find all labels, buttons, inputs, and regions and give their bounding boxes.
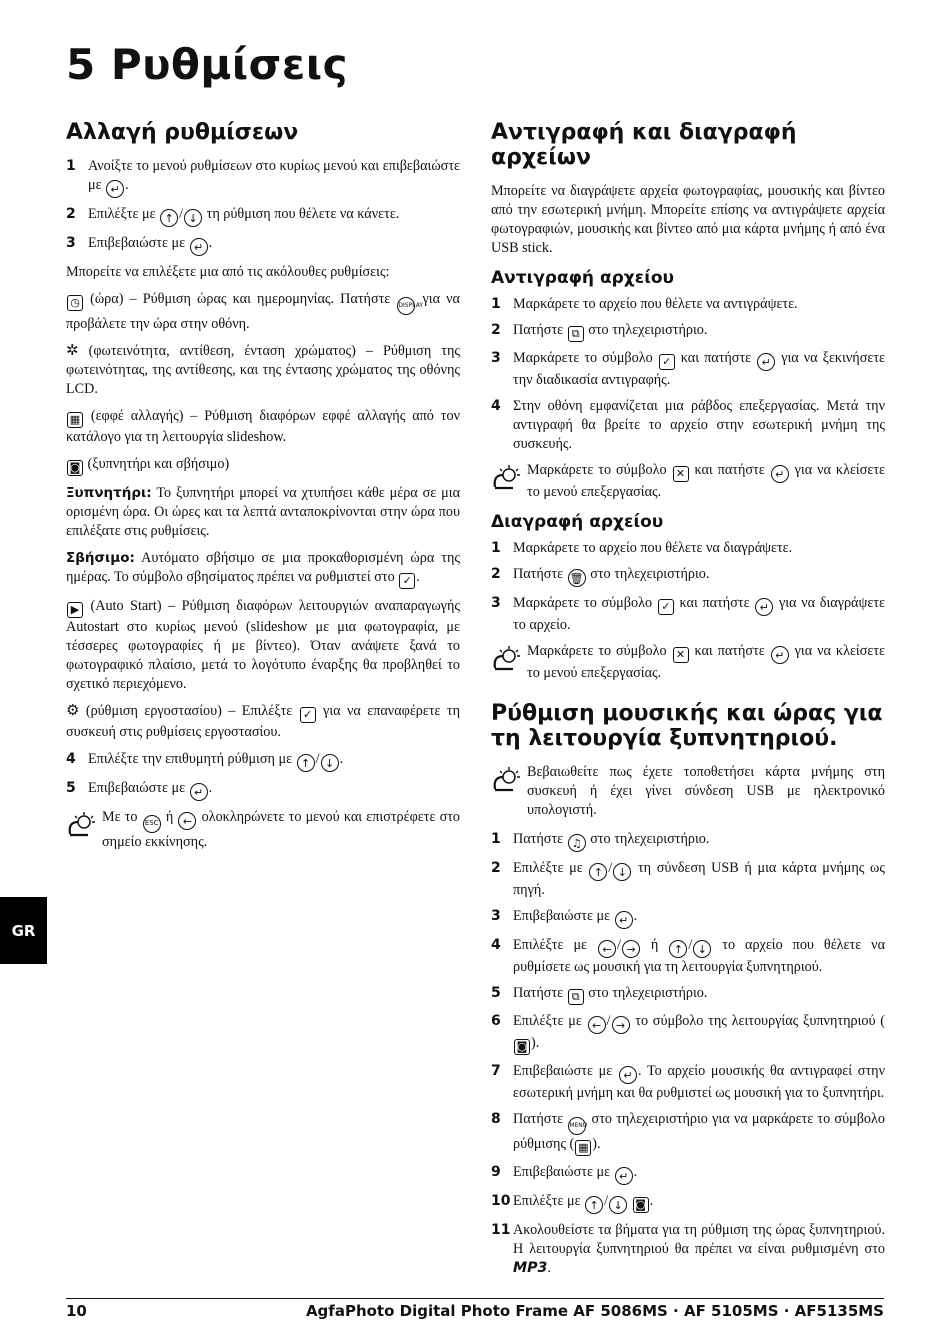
esc-button-icon: ESC (143, 815, 161, 833)
step-number: 2 (66, 206, 76, 222)
arrow-right-icon: → (612, 1016, 630, 1034)
off-label: Σβήσιμο: (66, 550, 135, 566)
step-item (66, 234, 460, 256)
step-item: 2 Επιλέξτε με ↑ / ↓ τη σύνδεση USB ή μια κάρτα μνήμης ως πηγή. (491, 860, 886, 898)
enter-button-icon: ↵ (771, 465, 789, 483)
option-factory-reset: ⚙ (ρύθμιση εργοστασίου) – Επιλέξτε ✓ για να επαναφέρετε τη συσκευή στις ρυθμίσεις εργοστασίου. (66, 703, 461, 740)
checkmark-icon: ✓ (300, 707, 316, 723)
step-item: 4 Επιλέξτε με ← / → ή ↑ / ↓ το αρχείο που θέλετε να ρυθμίσετε ως μουσική για τη λειτουργία ξυπνητηριού. (491, 937, 885, 975)
step-number: 5 (66, 780, 76, 796)
tip-block: Μαρκάρετε το σύμβολο ✕ και πατήστε ↵ για να κλείσετε το μενού επεξεργασίας. (491, 642, 885, 683)
arrow-left-icon: ← (598, 940, 616, 958)
step-item: 3 Μαρκάρετε το σύμβολο ✓ και πατήστε ↵ για να ξεκινήσετε την διαδικασία αντιγραφής. (491, 350, 885, 388)
option-alarm: ◙ (ξυπνητήρι και σβήσιμο) (66, 455, 460, 476)
step-item: 7 Επιβεβαιώστε με ↵ . Το αρχείο μουσικής θα αντιγραφεί στην εσωτερική μνήμη και θα ρυθμιστεί ως μουσική για το ξυπνητήρι. (491, 1063, 885, 1101)
arrow-up-icon: ↑ (585, 1196, 603, 1214)
step-item: 9 Επιβεβαιώστε με ↵ . (491, 1164, 638, 1183)
options-intro: Μπορείτε να επιλέξετε μια από τις ακόλουθες ρυθμίσεις: (66, 264, 390, 280)
mp3-label: MP3 (513, 1260, 548, 1276)
step-item: 2 Πατήστε 🗑 στο τηλεχειριστήριο. (491, 566, 710, 585)
step-text: Ανοίξτε το μενού ρυθμίσεων στο κυρίως μενού και επιβεβαιώστε με (88, 158, 460, 193)
step-number: 1 (66, 158, 76, 174)
right-column (491, 120, 885, 1285)
enter-button-icon: ↵ (771, 646, 789, 664)
step-item: 4 Στην οθόνη εμφανίζεται μια ράβδος επεξεργασίας. Μετά την αντιγραφή θα βρείτε το αρχείο στην εσωτερική μνήμη της συσκευής. (491, 398, 885, 452)
music-note-icon: ♫ (568, 834, 586, 852)
arrow-up-icon: ↑ (669, 940, 687, 958)
subsection-title-copy: Αντιγραφή αρχείου (491, 268, 675, 288)
page-number: 10 (66, 1302, 87, 1320)
arrow-down-icon: ↓ (321, 754, 339, 772)
step-item: 3 Επιβεβαιώστε με ↵ . (491, 908, 638, 927)
step-text: τη ρύθμιση που θέλετε να κάνετε. (203, 206, 400, 222)
step-item: 10 Επιλέξτε με ↑ / ↓ ◙ . (491, 1193, 654, 1212)
arrow-right-icon: → (622, 940, 640, 958)
tip-lightbulb-icon (491, 642, 527, 683)
enter-button-icon: ↵ (615, 911, 633, 929)
chapter-title: 5 Ρυθμίσεις (66, 40, 348, 89)
close-x-icon: ✕ (673, 647, 689, 663)
arrow-up-icon: ↑ (297, 754, 315, 772)
tip-block: Μαρκάρετε το σύμβολο ✕ και πατήστε ↵ για να κλείσετε το μενού επεξεργασίας. (491, 461, 885, 502)
option-brightness: ✲ (φωτεινότητα, αντίθεση, ένταση χρώματος) – Ρύθμιση της φωτεινότητας, της αντίθεσης, και της έντασης χρώματος της οθόνης LCD. (66, 343, 460, 397)
arrow-down-icon: ↓ (613, 863, 631, 881)
arrow-up-icon: ↑ (160, 209, 178, 227)
copy-delete-intro: Μπορείτε να διαγράψετε αρχεία φωτογραφίας, μουσικής και βίντεο από την εσωτερική μνήμη. Μπορείτε επίσης να αντιγράψετε αρχεία φωτογραφιών, μουσικής και βίντεο από μια κάρτα μνήμης ή από ένα USB stick. (491, 183, 885, 256)
step-number: 3 (66, 235, 76, 251)
left-column (66, 120, 460, 862)
copy-remote-icon: ⧉ (568, 326, 584, 342)
section-title-copy-delete: Αντιγραφή και διαγραφή αρχείων (491, 120, 797, 170)
option-transition-effect: ▦ (εφφέ αλλαγής) – Ρύθμιση διαφόρων εφφέ αλλαγής από τον κατάλογο για τη λειτουργία slideshow. (66, 408, 460, 445)
arrow-down-icon: ↓ (609, 1196, 627, 1214)
enter-button-icon: ↵ (190, 238, 208, 256)
option-time: ◷ (ώρα) – Ρύθμιση ώρας και ημερομηνίας. Πατήστε DISPLAY για να προβάλετε την ώρα στην οθόνη. (66, 291, 460, 332)
autostart-icon: ▶ (67, 602, 83, 618)
enter-button-icon: ↵ (619, 1066, 637, 1084)
factory-settings-icon: ⚙ (66, 703, 80, 719)
arrow-left-icon: ← (178, 812, 196, 830)
menu-button-icon: MENU (568, 1117, 586, 1135)
tip-lightbulb-icon (491, 461, 527, 502)
arrow-down-icon: ↓ (693, 940, 711, 958)
step-item: 4 Επιλέξτε την επιθυμητή ρύθμιση με ↑ / ↓ . (66, 751, 344, 770)
separator: / (179, 206, 184, 222)
step-item (66, 205, 460, 227)
step-text: Επιλέξτε με (88, 206, 160, 222)
step-item: 6 Επιλέξτε με ← / → το σύμβολο της λειτουργίας ξυπνητηριού (◙ ). (491, 1013, 886, 1053)
checkmark-icon: ✓ (399, 573, 415, 589)
display-button-icon: DISPLAY (397, 297, 415, 315)
step-item: 5 Πατήστε ⧉ στο τηλεχειριστήριο. (491, 985, 708, 1003)
close-x-icon: ✕ (673, 466, 689, 482)
alarm-description: Ξυπνητήρι: Το ξυπνητήρι μπορεί να χτυπήσει κάθε μέρα σε μια ορισμένη ώρα. Οι ώρες και τα λεπτά ανταποκρίνονται στην ώρα που επιλέξατε στις ρυθμίσεις. (66, 485, 460, 539)
option-autostart: ▶ (Auto Start) – Ρύθμιση διαφόρων λειτουργιών αναπαραγωγής Autostart στο κυρίως μενού (slideshow με μια φωτογραφία, με τέσσερες φωτογραφίες ή με βίντεο). Όταν ανάψετε ξανά το φωτογραφικό πλαίσιο, μετά το λογότυπο έναρξης θα προβληθεί το σχετικό περιεχόμενο. (66, 598, 460, 692)
tip-lightbulb-icon (491, 763, 527, 820)
step-item: 1 Μαρκάρετε το αρχείο που θέλετε να διαγράψετε. (491, 540, 793, 556)
enter-button-icon: ↵ (106, 180, 124, 198)
step-item (66, 157, 460, 198)
arrow-down-icon: ↓ (184, 209, 202, 227)
brightness-icon: ✲ (66, 343, 79, 359)
tip-block: Με το ESC ή ← ολοκληρώνετε το μενού και επιστρέφετε στο σημείο εκκίνησης. (66, 808, 460, 852)
product-name: AgfaPhoto Digital Photo Frame AF 5086MS · AF 5105MS · AF5135MS (305, 1302, 884, 1320)
subsection-title-delete: Διαγραφή αρχείου (491, 512, 664, 532)
language-tab: GR (0, 897, 47, 964)
trash-icon: 🗑 (568, 569, 586, 587)
step-item: 1 Πατήστε ♫ στο τηλεχειριστήριο. (491, 831, 710, 850)
step-text: . (208, 235, 213, 251)
step-item: 1 Μαρκάρετε το αρχείο που θέλετε να αντιγράψετε. (491, 296, 798, 312)
footer-divider (66, 1298, 884, 1299)
checkmark-icon: ✓ (659, 354, 675, 370)
step-text: . (125, 177, 129, 193)
step-item: 5 Επιβεβαιώστε με ↵ . (66, 780, 213, 799)
section-title-change-settings: Αλλαγή ρυθμίσεων (66, 120, 299, 145)
tip-block: Βεβαιωθείτε πως έχετε τοποθετήσει κάρτα μνήμης στη συσκευή ή έχει γίνει σύνδεση USB με ηλεκτρονικό υπολογιστή. (491, 763, 885, 820)
clock-icon: ◷ (67, 295, 83, 311)
section-title-alarm-music: Ρύθμιση μουσικής και ώρας για τη λειτουργία ξυπνητηριού. (491, 701, 883, 751)
off-description: Σβήσιμο: Αυτόματο σβήσιμο σε μια προκαθορισμένη ώρα της ημέρας. Το σύμβολο σβησίματος πρέπει να ρυθμιστεί στο ✓ . (66, 550, 460, 587)
step-item: 11 Ακολουθείστε τα βήματα για τη ρύθμιση της ώρας ξυπνητηριού. Η λειτουργία ξυπνητηριού θα πρέπει να είναι ρυθμισμένη στο MP3. (491, 1222, 885, 1276)
enter-button-icon: ↵ (190, 783, 208, 801)
enter-button-icon: ↵ (755, 598, 773, 616)
step-number: 4 (66, 751, 76, 767)
arrow-up-icon: ↑ (589, 863, 607, 881)
enter-button-icon: ↵ (757, 353, 775, 371)
transition-effect-icon: ▦ (575, 1140, 591, 1156)
arrow-left-icon: ← (588, 1016, 606, 1034)
alarm-clock-icon: ◙ (67, 460, 83, 476)
alarm-clock-icon: ◙ (633, 1197, 649, 1213)
alarm-clock-icon: ◙ (514, 1039, 530, 1055)
step-item: 3 Μαρκάρετε το σύμβολο ✓ και πατήστε ↵ για να διαγράψετε το αρχείο. (491, 595, 885, 633)
step-item: 2 Πατήστε ⧉ στο τηλεχειριστήριο. (491, 322, 708, 340)
alarm-label: Ξυπνητήρι: (66, 485, 152, 501)
tip-lightbulb-icon (66, 808, 102, 852)
enter-button-icon: ↵ (615, 1167, 633, 1185)
step-item: 8 Πατήστε MENU στο τηλεχειριστήριο για να μαρκάρετε το σύμβολο ρύθμισης ( ▦ ). (491, 1111, 885, 1154)
step-text: Επιβεβαιώστε με (88, 235, 189, 251)
transition-effect-icon: ▦ (67, 412, 83, 428)
copy-remote-icon: ⧉ (568, 989, 584, 1005)
checkmark-icon: ✓ (658, 599, 674, 615)
